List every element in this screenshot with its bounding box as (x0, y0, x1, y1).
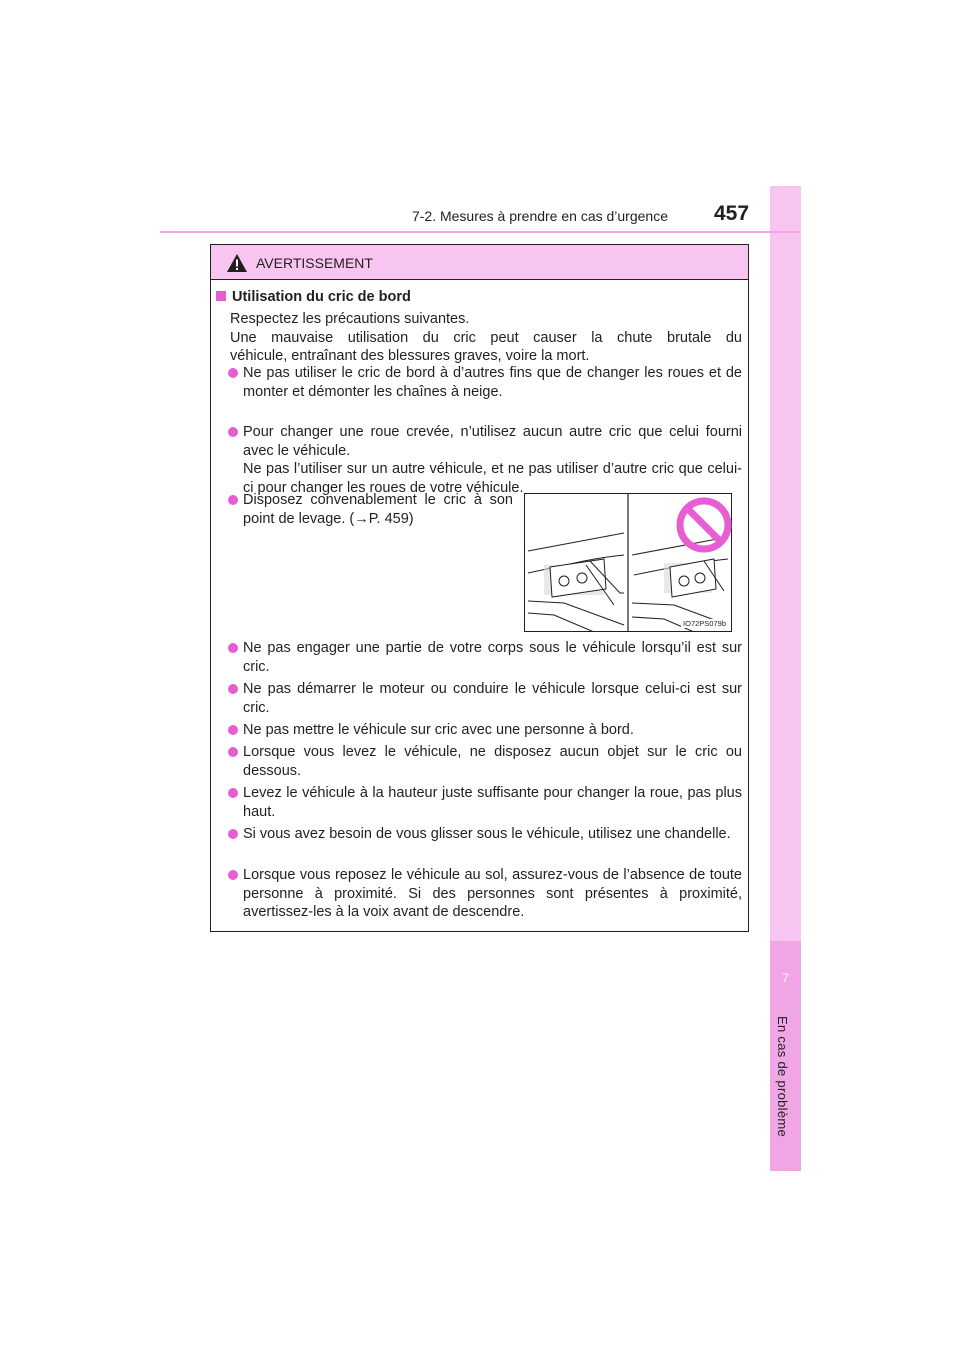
bullet-dot-icon (228, 829, 238, 839)
intro-paragraph (230, 310, 742, 366)
warning-triangle-icon (226, 253, 248, 273)
list-item-text: Ne pas mettre le véhicule sur cric avec une personne à bord. (243, 722, 634, 738)
bullet-dot-icon (228, 747, 238, 757)
bullet-dot-icon (228, 495, 238, 505)
section-heading (216, 289, 411, 305)
warning-header (211, 245, 748, 280)
jack-point-image (524, 493, 732, 632)
intro-line: Une mauvaise utilisation du cric peut causer la chute brutale du (230, 329, 742, 346)
square-bullet-icon (216, 291, 226, 301)
header-divider (160, 231, 800, 233)
figure-code: IO72PS079b (683, 619, 726, 628)
bullet-dot-icon (228, 427, 238, 437)
chapter-title: En cas de problème (775, 1016, 790, 1138)
list-item-text: Disposez convenablement le cric à son point de levage. (→P. 459) (243, 492, 513, 527)
bullet-dot-icon (228, 870, 238, 880)
list-item-text: Ne pas utiliser le cric de bord à d’autres fins que de changer les roues et de monter et démonter les chaînes à neige. (243, 365, 742, 400)
bullet-dot-icon (228, 725, 238, 735)
section-title: 7-2. Mesures à prendre en cas d’urgence (411, 208, 668, 224)
bullet-dot-icon (228, 643, 238, 653)
list-item-text: Ne pas démarrer le moteur ou conduire le véhicule lorsque celui-ci est sur cric. (243, 681, 742, 716)
bullet-dot-icon (228, 684, 238, 694)
list-item-text: Ne pas l’utiliser sur un autre véhicule, et ne pas utiliser d’autre cric que celui-ci pour changer les roues de votre véhicule. (243, 461, 742, 496)
warning-label: AVERTISSEMENT (256, 255, 373, 271)
list-item-text: Lorsque vous levez le véhicule, ne disposez aucun objet sur le cric ou dessous. (243, 744, 742, 779)
intro-line: véhicule, entraînant des blessures graves, voire la mort. (230, 348, 590, 364)
list-item-text: Ne pas engager une partie de votre corps sous le véhicule lorsqu’il est sur cric. (243, 640, 742, 675)
list-item-text: Pour changer une roue crevée, n’utilisez aucun autre cric que celui fourni avec le véhicule. (243, 424, 742, 459)
list-item-text: Levez le véhicule à la hauteur juste suffisante pour changer la roue, pas plus haut. (243, 785, 742, 820)
list-item-text: Si vous avez besoin de vous glisser sous le véhicule, utilisez une chandelle. (243, 826, 731, 842)
chapter-number: 7 (782, 971, 789, 985)
bullet-dot-icon (228, 788, 238, 798)
bullet-dot-icon (228, 368, 238, 378)
intro-line: Respectez les précautions suivantes. (230, 311, 470, 327)
heading-text: Utilisation du cric de bord (232, 289, 411, 305)
list-item-text: Lorsque vous reposez le véhicule au sol, assurez-vous de l’absence de toute personne à proximité. Si des personnes sont présentes à proximité, avertissez-les à la voix avant de descendre. (243, 867, 742, 920)
jack-point-illustration (524, 493, 732, 632)
chapter-side-tab (770, 186, 801, 1171)
page-number: 457 (714, 202, 750, 225)
